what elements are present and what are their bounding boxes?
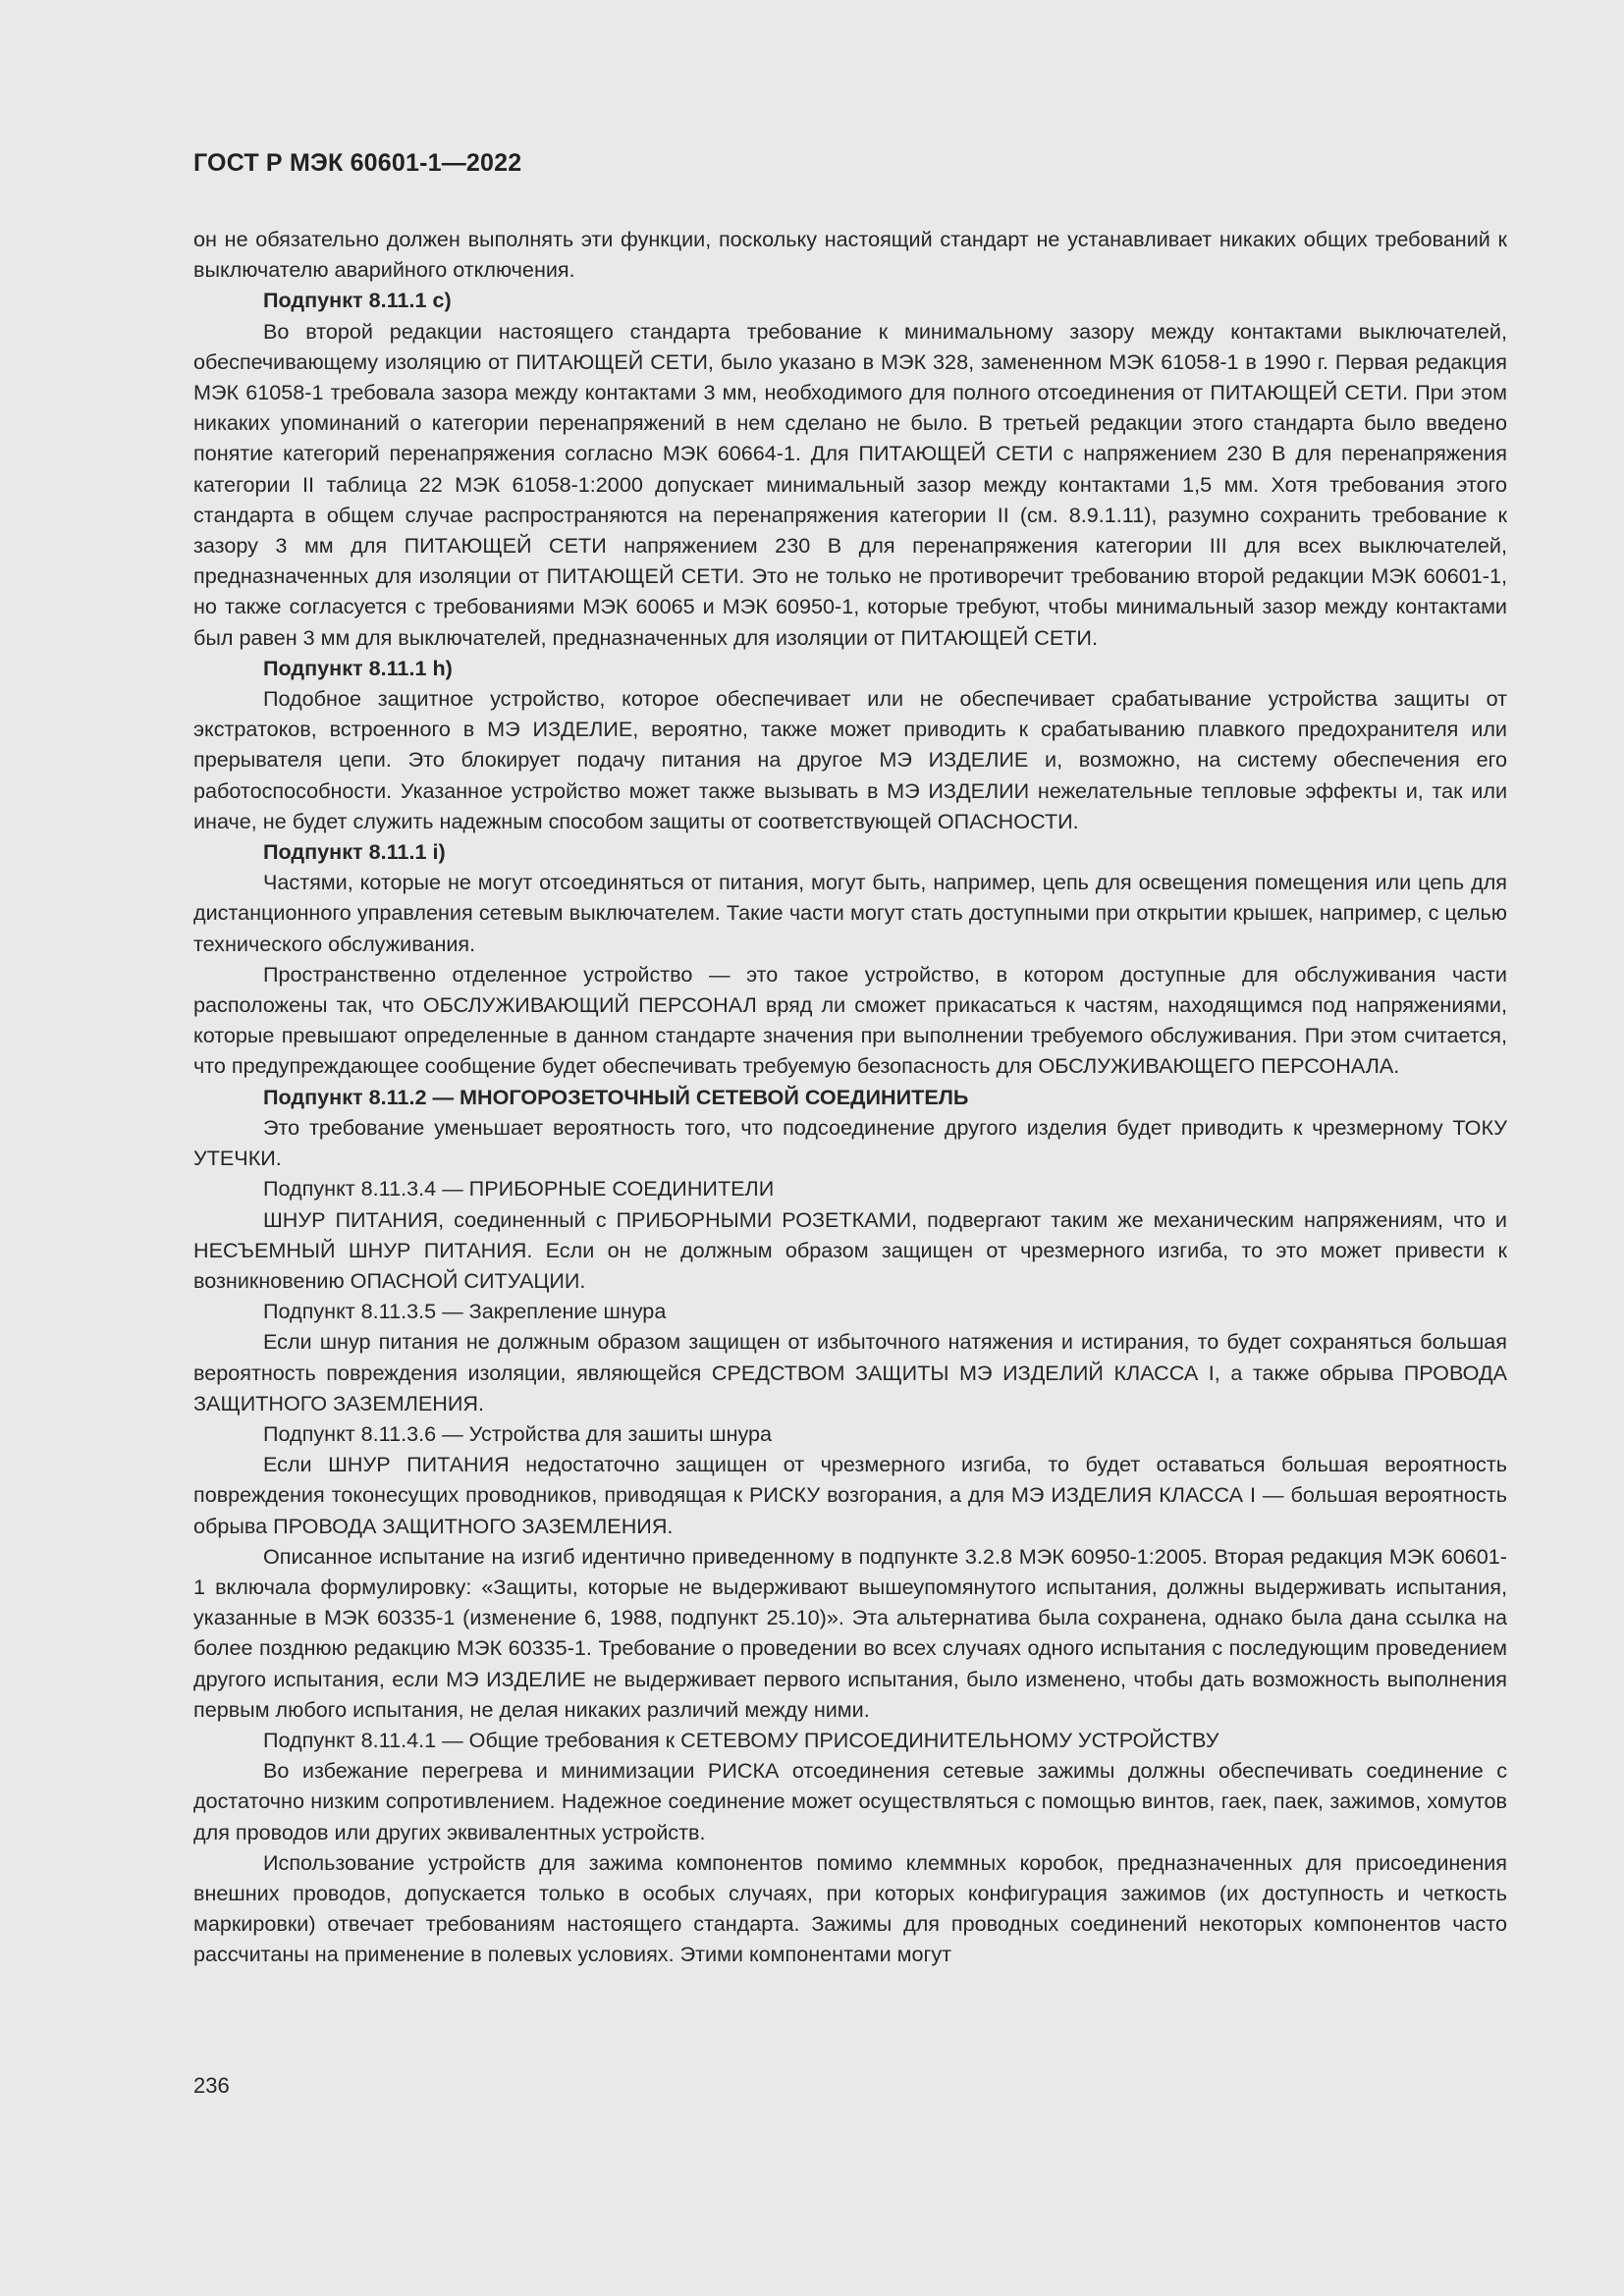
body-paragraph: Это требование уменьшает вероятность того, что подсоединение другого изделия будет приводить к чрезмерному ТОКУ УТЕЧКИ. [193,1114,1507,1171]
page-number: 236 [193,2073,230,2098]
document-body [193,224,1507,1970]
subclause-heading: Подпункт 8.11.2 — МНОГОРОЗЕТОЧНЫЙ СЕТЕВОЙ СОЕДИНИТЕЛЬ [263,1084,969,1109]
body-paragraph: Использование устройств для зажима компонентов помимо клеммных коробок, предназначенных для присоединения внешних проводов, допускается только в особых случаях, при которых конфигурация зажимов (их доступность и четкость маркировки) отвечает требованиям настоящего стандарта. Зажимы для проводных соединений некоторых компонентов часто рассчитаны на применение в полевых условиях. Этими компонентами могут [193,1849,1507,1967]
subclause-heading: Подпункт 8.11.1 h) [263,655,453,680]
body-paragraph: он не обязательно должен выполнять эти функции, поскольку настоящий стандарт не устанавливает никаких общих требований к выключателю аварийного отключения. [193,227,1507,283]
subclause-heading: Подпункт 8.11.3.4 — ПРИБОРНЫЕ СОЕДИНИТЕЛИ [263,1176,775,1201]
body-paragraph: Если шнур питания не должным образом защищен от избыточного натяжения и истирания, то будет сохраняться большая вероятность повреждения изоляции, являющейся СРЕДСТВОМ ЗАЩИТЫ МЭ ИЗДЕЛИЙ КЛАССА I, а также обрыва ПРОВОДА ЗАЩИТНОГО ЗАЗЕМЛЕНИЯ. [193,1329,1507,1415]
body-paragraph: Пространственно отделенное устройство — это такое устройство, в котором доступные для обслуживания части расположены так, что ОБСЛУЖИВАЮЩИЙ ПЕРСОНАЛ вряд ли сможет прикасаться к частям, находящимся под напряжениями, которые превышают определенные в данном стандарте значения при выполнении требуемого обслуживания. При этом считается, что предупреждающее сообщение будет обеспечивать требуемую безопасность для ОБСЛУЖИВАЮЩЕГО ПЕРСОНАЛА. [193,961,1507,1079]
body-paragraph: Частями, которые не могут отсоединяться от питания, могут быть, например, цепь для освещения помещения или цепь для дистанционного управления сетевым выключателем. Такие части могут стать доступными при открытии крышек, например, с целью технического обслуживания. [193,870,1507,956]
body-paragraph: ШНУР ПИТАНИЯ, соединенный с ПРИБОРНЫМИ РОЗЕТКАМИ, подвергают таким же механическим напряжениям, что и НЕСЪЕМНЫЙ ШНУР ПИТАНИЯ. Если он не должным образом защищен от чрезмерного изгиба, то это может привести к возникновению ОПАСНОЙ СИТУАЦИИ. [193,1206,1507,1293]
subclause-heading: Подпункт 8.11.3.5 — Закрепление шнура [263,1299,667,1324]
subclause-heading: Подпункт 8.11.3.6 — Устройства для зашиты шнура [263,1420,773,1446]
body-paragraph: Во избежание перегрева и минимизации РИСКА отсоединения сетевые зажимы должны обеспечивать соединение с достаточно низким сопротивлением. Надежное соединение может осуществляться с помощью винтов, гаек, паек, зажимов, хомутов для проводов или других эквивалентных устройств. [193,1758,1507,1844]
body-paragraph: Во второй редакции настоящего стандарта требование к минимальному зазору между контактами выключателей, обеспечивающему изоляцию от ПИТАЮЩЕЙ СЕТИ, было указано в МЭК 328, замененном МЭК 61058-1 в 1990 г. Первая редакция МЭК 61058-1 требовала зазора между контактами 3 мм, необходимого для полного отсоединения от ПИТАЮЩЕЙ СЕТИ. При этом никаких упоминаний о категории перенапряжений в нем сделано не было. В третьей редакции этого стандарта было введено понятие категорий перенапряжения согласно МЭК 60664-1. Для ПИТАЮЩЕЙ СЕТИ с напряжением 230 В для перенапряжения категории II таблица 22 МЭК 61058-1:2000 допускает минимальный зазор между контактами 1,5 мм. Хотя требования этого стандарта в общем случае распространяются на перенапряжения категории II (см. 8.9.1.11), разумно сохранить требование к зазору 3 мм для ПИТАЮЩЕЙ СЕТИ напряжением 230 В для перенапряжения категории III для всех выключателей, предназначенных для изоляции от ПИТАЮЩЕЙ СЕТИ. Это не только не противоречит требованию второй редакции МЭК 60601-1, но также согласуется с требованиями МЭК 60065 и МЭК 60950-1, которые требуют, чтобы минимальный зазор между контактами был равен 3 мм для выключателей, предназначенных для изоляции от ПИТАЮЩЕЙ СЕТИ. [193,318,1507,650]
body-paragraph: Подобное защитное устройство, которое обеспечивает или не обеспечивает срабатывание устройства защиты от экстратоков, встроенного в МЭ ИЗДЕЛИЕ, вероятно, также может приводить к срабатыванию плавкого предохранителя или прерывателя цепи. Это блокирует подачу питания на другое МЭ ИЗДЕЛИЕ и, возможно, на систему обеспечения его работоспособности. Указанное устройство может также вызывать в МЭ ИЗДЕЛИИ нежелательные тепловые эффекты и, так или иначе, не будет служить надежным способом защиты от соответствующей ОПАСНОСТИ. [193,686,1507,833]
body-paragraph: Если ШНУР ПИТАНИЯ недостаточно защищен от чрезмерного изгиба, то будет оставаться большая вероятность повреждения токонесущих проводников, приводящая к РИСКУ возгорания, а для МЭ ИЗДЕЛИЯ КЛАССА I — большая вероятность обрыва ПРОВОДА ЗАЩИТНОГО ЗАЗЕМЛЕНИЯ. [193,1452,1507,1538]
document-header: ГОСТ Р МЭК 60601-1—2022 [193,149,522,177]
subclause-heading: Подпункт 8.11.4.1 — Общие требования к СЕТЕВОМУ ПРИСОЕДИНИТЕЛЬНОМУ УСТРОЙСТВУ [263,1727,1219,1752]
subclause-heading: Подпункт 8.11.1 i) [263,839,446,865]
body-paragraph: Описанное испытание на изгиб идентично приведенному в подпункте 3.2.8 МЭК 60950-1:2005. Вторая редакция МЭК 60601-1 включала формулировку: «Защиты, которые не выдерживают вышеупомянутого испытания, должны выдерживать испытания, указанные в МЭК 60335-1 (изменение 6, 1988, подпункт 25.10)». Эта альтернатива была сохранена, однако была дана ссылка на более позднюю редакцию МЭК 60335-1. Требование о проведении во всех случаях одного испытания с последующим проведением другого испытания, если МЭ ИЗДЕЛИЕ не выдерживает первого испытания, было изменено, чтобы дать возможность выполнения первым любого испытания, не делая никаких различий между ними. [193,1543,1507,1722]
subclause-heading: Подпункт 8.11.1 c) [263,288,452,313]
